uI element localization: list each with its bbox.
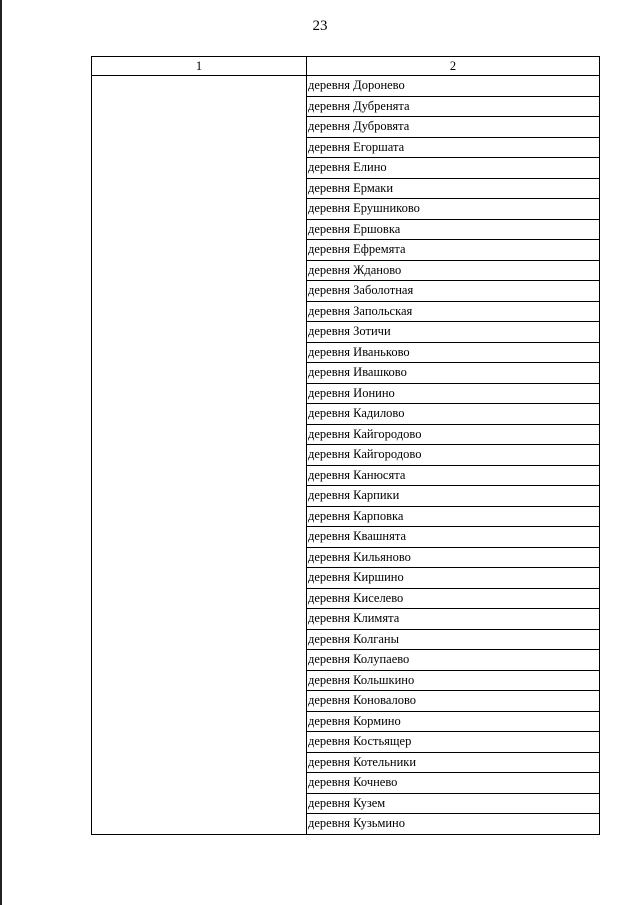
village-name-cell: деревня Ершовка: [307, 219, 600, 240]
page-edge: [0, 0, 2, 905]
village-name-cell: деревня Дубренята: [307, 96, 600, 117]
village-name-cell: деревня Иваньково: [307, 342, 600, 363]
village-name-cell: деревня Колупаево: [307, 650, 600, 671]
table-row: [92, 76, 600, 97]
village-name-cell: деревня Канюсята: [307, 465, 600, 486]
settlements-table: [91, 56, 600, 835]
village-name-cell: деревня Кольшкино: [307, 670, 600, 691]
empty-column-1-cell: [92, 76, 307, 835]
page-number: 23: [312, 18, 328, 34]
village-name-cell: деревня Ефремята: [307, 240, 600, 261]
village-name-cell: деревня Ермаки: [307, 178, 600, 199]
village-name-cell: деревня Квашнята: [307, 527, 600, 548]
village-name-cell: деревня Дубровята: [307, 117, 600, 138]
village-name-cell: деревня Запольская: [307, 301, 600, 322]
village-name-cell: деревня Доронево: [307, 76, 600, 97]
village-name-cell: деревня Коновалово: [307, 691, 600, 712]
village-name-cell: деревня Кильяново: [307, 547, 600, 568]
village-name-cell: деревня Ионино: [307, 383, 600, 404]
village-name-cell: деревня Карпики: [307, 486, 600, 507]
village-name-cell: деревня Кузем: [307, 793, 600, 814]
village-name-cell: деревня Кайгородово: [307, 424, 600, 445]
village-name-cell: деревня Кочнево: [307, 773, 600, 794]
village-name-cell: деревня Кадилово: [307, 404, 600, 425]
village-name-cell: деревня Егоршата: [307, 137, 600, 158]
village-name-cell: деревня Карповка: [307, 506, 600, 527]
column-header-1: 1: [92, 57, 307, 76]
village-name-cell: деревня Киршино: [307, 568, 600, 589]
village-name-cell: деревня Зотичи: [307, 322, 600, 343]
village-name-cell: деревня Колганы: [307, 629, 600, 650]
column-header-2: 2: [307, 57, 600, 76]
village-name-cell: деревня Заболотная: [307, 281, 600, 302]
village-name-cell: деревня Ивашково: [307, 363, 600, 384]
table-header-row: [92, 57, 600, 76]
village-name-cell: деревня Кузьмино: [307, 814, 600, 835]
village-name-cell: деревня Ерушниково: [307, 199, 600, 220]
village-name-cell: деревня Климята: [307, 609, 600, 630]
village-name-cell: деревня Елино: [307, 158, 600, 179]
village-name-cell: деревня Кормино: [307, 711, 600, 732]
village-name-cell: деревня Костьящер: [307, 732, 600, 753]
table-body: [92, 76, 600, 835]
village-name-cell: деревня Кайгородово: [307, 445, 600, 466]
village-name-cell: деревня Киселево: [307, 588, 600, 609]
village-name-cell: деревня Котельники: [307, 752, 600, 773]
village-name-cell: деревня Жданово: [307, 260, 600, 281]
